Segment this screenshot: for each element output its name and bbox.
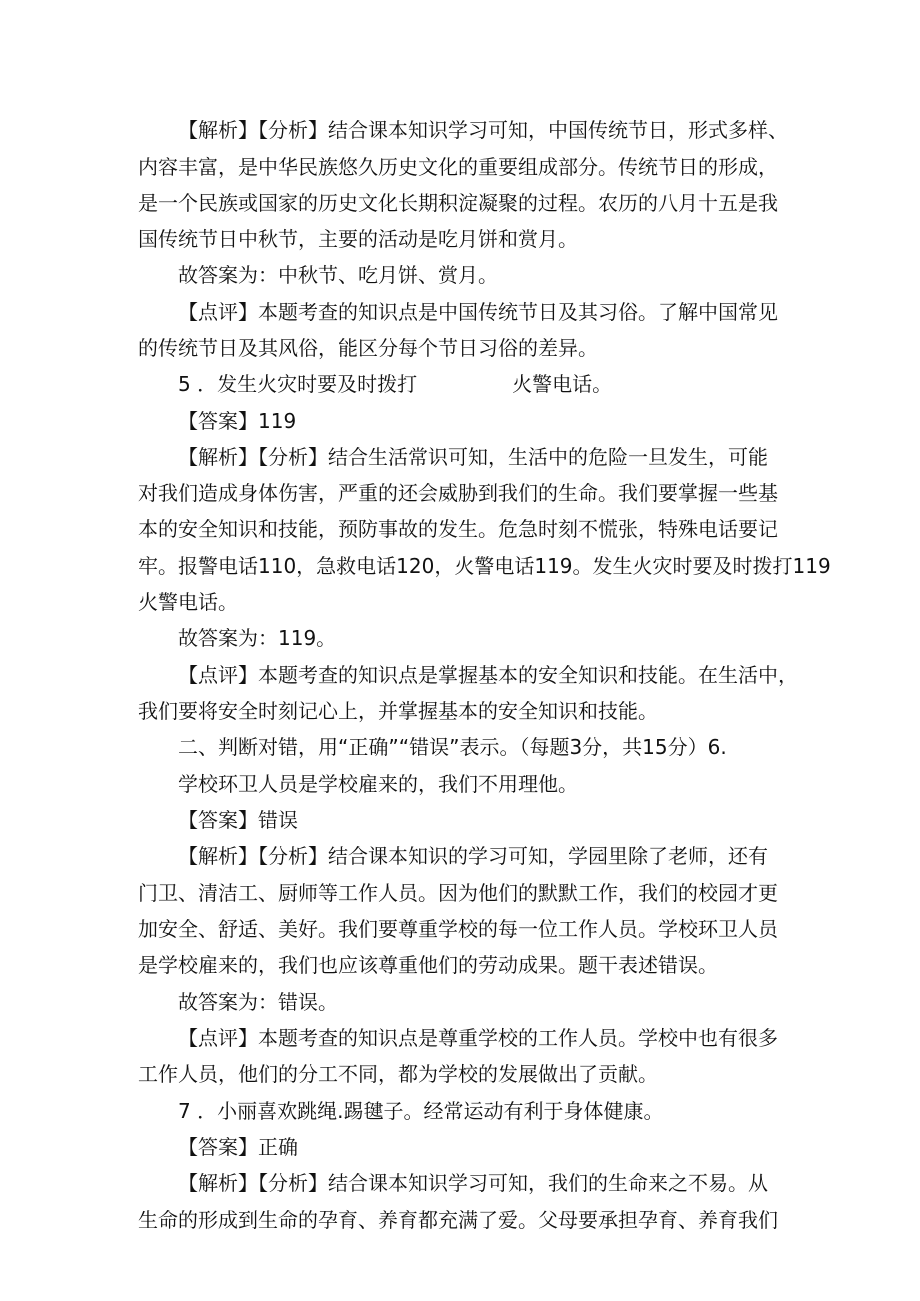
text-line: 【点评】本题考查的知识点是中国传统节日及其习俗。了解中国常见 [178,300,778,324]
section-heading: 二、判断对错，用“正确”“错误”表示。（每题3分，共15分）6. [178,735,727,759]
text-line: 【解析】【分析】结合课本知识的学习可知，学园里除了老师，还有 [178,844,768,868]
text-line: 【解析】【分析】结合课本知识学习可知，中国传统节日，形式多样、 [178,118,788,142]
text-line: 是学校雇来的，我们也应该尊重他们的劳动成果。题干表述错误。 [138,953,718,977]
text-line: 【解析】【分析】结合课本知识学习可知，我们的生命来之不易。从 [178,1171,768,1195]
text-line: 生命的形成到生命的孕育、养育都充满了爱。父母要承担孕育、养育我们 [138,1208,778,1232]
text-line: 工作人员，他们的分工不同，都为学校的发展做出了贡献。 [138,1062,658,1086]
text-line: 牢。报警电话110，急救电话120，火警电话119。发生火灾时要及时拨打119 [138,554,831,578]
text-line: 的传统节日及其风俗，能区分每个节日习俗的差异。 [138,336,598,360]
question-6-text: 学校环卫人员是学校雇来的，我们不用理他。 [178,772,578,796]
text-line: 【点评】本题考查的知识点是尊重学校的工作人员。学校中也有很多 [178,1026,778,1050]
text-line: 火警电话。 [138,590,238,614]
question-5-line [178,367,828,401]
question-5-suffix: 火警电话。 [512,372,613,396]
text-line: 故答案为：中秋节、吃月饼、赏月。 [178,263,498,287]
answer-line: 【答案】错误 [178,808,298,832]
text-line: 是一个民族或国家的历史文化长期积淀凝聚的过程。农历的八月十五是我 [138,191,778,215]
text-line: 内容丰富，是中华民族悠久历史文化的重要组成部分。传统节日的形成， [138,155,778,179]
question-5-text: 5 ．发生火灾时要及时拨打 [178,372,418,396]
text-line: 【点评】本题考查的知识点是掌握基本的安全知识和技能。在生活中， [178,663,798,687]
answer-line: 【答案】正确 [178,1135,298,1159]
question-7-text: 7 ．小丽喜欢跳绳.踢毽子。经常运动有利于身体健康。 [178,1099,664,1123]
text-line: 我们要将安全时刻记心上，并掌握基本的安全知识和技能。 [138,699,658,723]
text-line: 对我们造成身体伤害，严重的还会威胁到我们的生命。我们要掌握一些基 [138,481,778,505]
text-line: 国传统节日中秋节，主要的活动是吃月饼和赏月。 [138,227,578,251]
text-line: 本的安全知识和技能，预防事故的发生。危急时刻不慌张，特殊电话要记 [138,517,778,541]
text-line: 故答案为：错误。 [178,990,338,1014]
text-line: 门卫、清洁工、厨师等工作人员。因为他们的默默工作，我们的校园才更 [138,881,778,905]
text-line: 故答案为：119。 [178,626,337,650]
text-line: 加安全、舒适、美好。我们要尊重学校的每一位工作人员。学校环卫人员 [138,917,778,941]
answer-line: 【答案】119 [178,409,297,433]
text-line: 【解析】【分析】结合生活常识可知，生活中的危险一旦发生，可能 [178,445,768,469]
